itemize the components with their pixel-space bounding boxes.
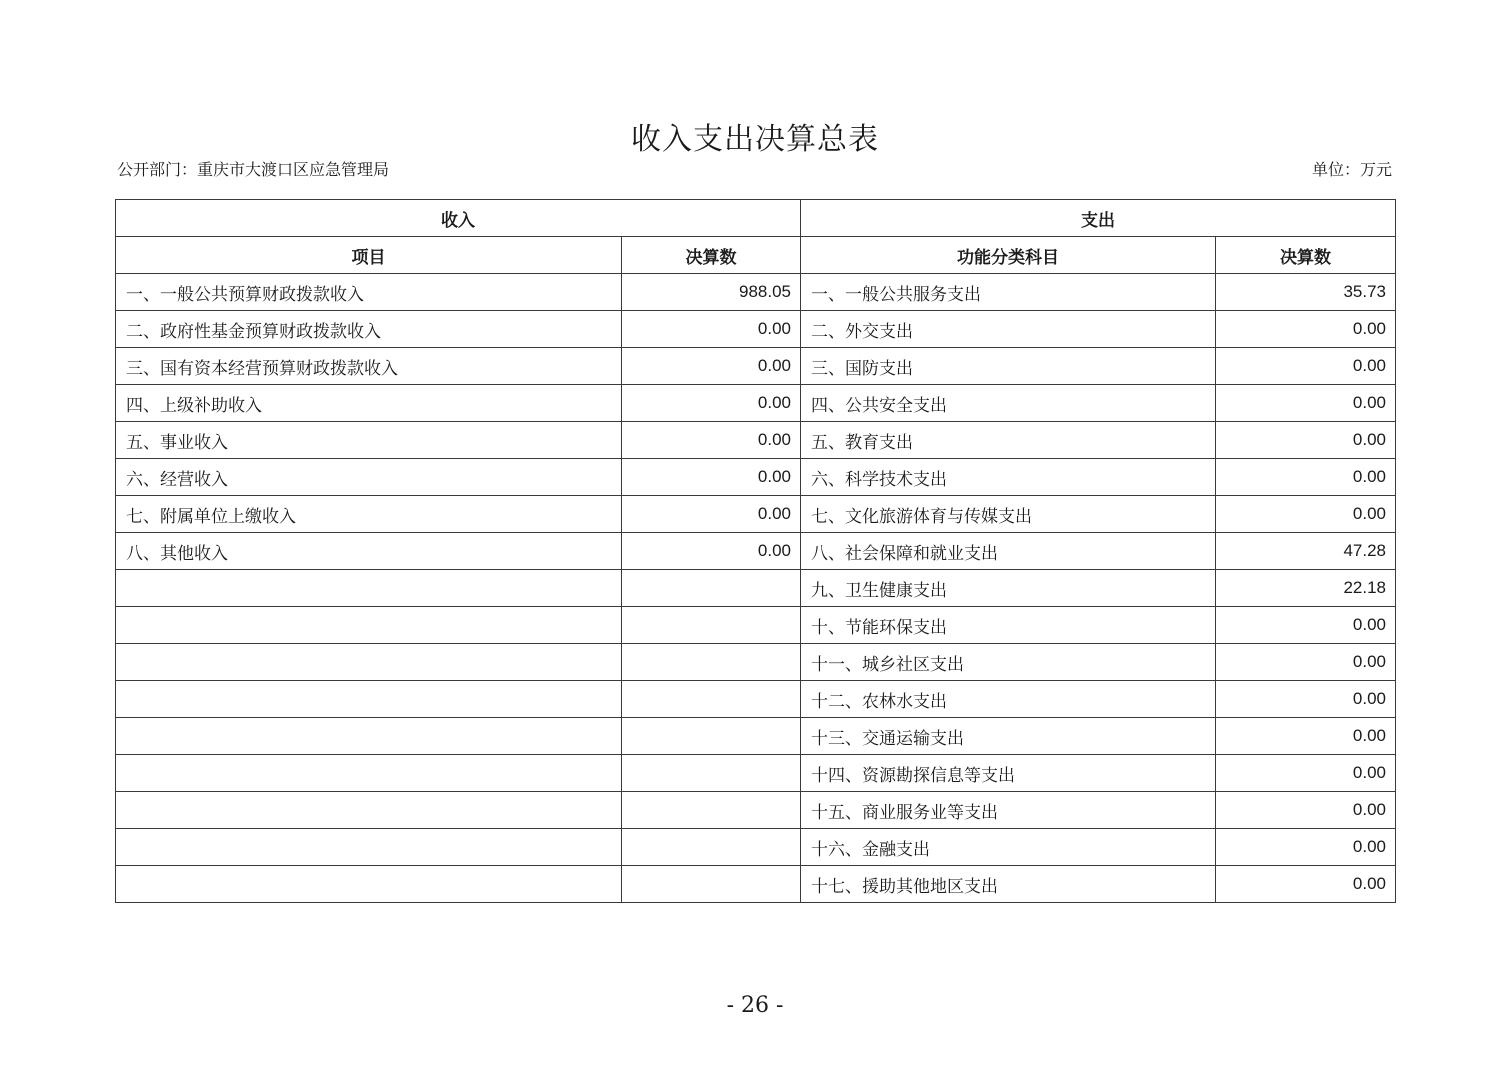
income-item-cell: 一、一般公共预算财政拨款收入 (116, 274, 622, 311)
expense-item-cell: 四、公共安全支出 (801, 385, 1216, 422)
expense-amount-cell: 47.28 (1216, 533, 1396, 570)
expense-item-cell: 十六、金融支出 (801, 829, 1216, 866)
income-item-header: 项目 (116, 237, 622, 274)
table-row (116, 570, 1396, 607)
income-item-cell (116, 607, 622, 644)
department-label: 公开部门：重庆市大渡口区应急管理局 (117, 160, 390, 179)
expense-amount-cell: 35.73 (1216, 274, 1396, 311)
income-item-cell: 五、事业收入 (116, 422, 622, 459)
income-amount-cell (622, 718, 801, 755)
table-row (116, 385, 1396, 422)
income-section-header: 收入 (116, 200, 801, 237)
table-row (116, 755, 1396, 792)
income-amount-cell (622, 644, 801, 681)
income-expense-table (115, 199, 1396, 903)
expense-amount-cell: 0.00 (1216, 829, 1396, 866)
income-item-cell (116, 866, 622, 903)
expense-amount-cell: 0.00 (1216, 422, 1396, 459)
expense-amount-cell: 0.00 (1216, 644, 1396, 681)
expense-section-header: 支出 (801, 200, 1396, 237)
page-title: 收入支出决算总表 (631, 122, 879, 157)
table-row (116, 274, 1396, 311)
expense-amount-cell: 0.00 (1216, 607, 1396, 644)
income-amount-cell (622, 792, 801, 829)
table-row (116, 718, 1396, 755)
income-item-cell: 三、国有资本经营预算财政拨款收入 (116, 348, 622, 385)
expense-amount-cell: 0.00 (1216, 866, 1396, 903)
expense-item-cell: 五、教育支出 (801, 422, 1216, 459)
expense-item-cell: 三、国防支出 (801, 348, 1216, 385)
expense-item-cell: 十五、商业服务业等支出 (801, 792, 1216, 829)
expense-amount-cell: 0.00 (1216, 718, 1396, 755)
expense-item-cell: 十四、资源勘探信息等支出 (801, 755, 1216, 792)
expense-amount-cell: 0.00 (1216, 348, 1396, 385)
table-row (116, 866, 1396, 903)
income-amount-cell: 0.00 (622, 348, 801, 385)
income-amount-header: 决算数 (622, 237, 801, 274)
expense-item-cell: 七、文化旅游体育与传媒支出 (801, 496, 1216, 533)
expense-item-cell: 九、卫生健康支出 (801, 570, 1216, 607)
expense-item-cell: 二、外交支出 (801, 311, 1216, 348)
expense-item-cell: 十三、交通运输支出 (801, 718, 1216, 755)
unit-label: 单位：万元 (1311, 160, 1392, 179)
income-item-cell: 四、上级补助收入 (116, 385, 622, 422)
table-row (116, 311, 1396, 348)
table-row (116, 533, 1396, 570)
income-amount-cell (622, 681, 801, 718)
income-item-cell (116, 792, 622, 829)
expense-item-cell: 六、科学技术支出 (801, 459, 1216, 496)
income-amount-cell (622, 570, 801, 607)
expense-amount-cell: 0.00 (1216, 385, 1396, 422)
expense-amount-cell: 0.00 (1216, 755, 1396, 792)
income-amount-cell (622, 866, 801, 903)
income-amount-cell: 0.00 (622, 533, 801, 570)
expense-amount-cell: 0.00 (1216, 496, 1396, 533)
table-row (116, 681, 1396, 718)
expense-item-header: 功能分类科目 (801, 237, 1216, 274)
expense-amount-header: 决算数 (1216, 237, 1396, 274)
table-row (116, 348, 1396, 385)
income-amount-cell: 0.00 (622, 385, 801, 422)
expense-amount-cell: 0.00 (1216, 681, 1396, 718)
table-row (116, 792, 1396, 829)
income-amount-cell (622, 829, 801, 866)
table-body (116, 200, 1396, 903)
income-amount-cell (622, 607, 801, 644)
expense-amount-cell: 22.18 (1216, 570, 1396, 607)
income-item-cell: 八、其他收入 (116, 533, 622, 570)
income-amount-cell (622, 755, 801, 792)
income-item-cell (116, 755, 622, 792)
income-item-cell (116, 718, 622, 755)
income-item-cell (116, 570, 622, 607)
income-amount-cell: 0.00 (622, 459, 801, 496)
income-amount-cell: 0.00 (622, 496, 801, 533)
income-item-cell (116, 829, 622, 866)
income-item-cell: 六、经营收入 (116, 459, 622, 496)
expense-item-cell: 八、社会保障和就业支出 (801, 533, 1216, 570)
expense-amount-cell: 0.00 (1216, 792, 1396, 829)
income-amount-cell: 988.05 (622, 274, 801, 311)
table-row (116, 422, 1396, 459)
income-amount-cell: 0.00 (622, 422, 801, 459)
table-row (116, 829, 1396, 866)
table-row (116, 607, 1396, 644)
table-row (116, 496, 1396, 533)
expense-item-cell: 十七、援助其他地区支出 (801, 866, 1216, 903)
expense-item-cell: 十一、城乡社区支出 (801, 644, 1216, 681)
expense-item-cell: 十、节能环保支出 (801, 607, 1216, 644)
column-header-row (116, 237, 1396, 274)
income-item-cell: 二、政府性基金预算财政拨款收入 (116, 311, 622, 348)
income-item-cell (116, 681, 622, 718)
page-number: - 26 - (726, 993, 784, 1018)
expense-item-cell: 十二、农林水支出 (801, 681, 1216, 718)
table-row (116, 644, 1396, 681)
expense-item-cell: 一、一般公共服务支出 (801, 274, 1216, 311)
table-row (116, 459, 1396, 496)
expense-amount-cell: 0.00 (1216, 459, 1396, 496)
income-item-cell: 七、附属单位上缴收入 (116, 496, 622, 533)
income-amount-cell: 0.00 (622, 311, 801, 348)
section-header-row (116, 200, 1396, 237)
expense-amount-cell: 0.00 (1216, 311, 1396, 348)
income-item-cell (116, 644, 622, 681)
